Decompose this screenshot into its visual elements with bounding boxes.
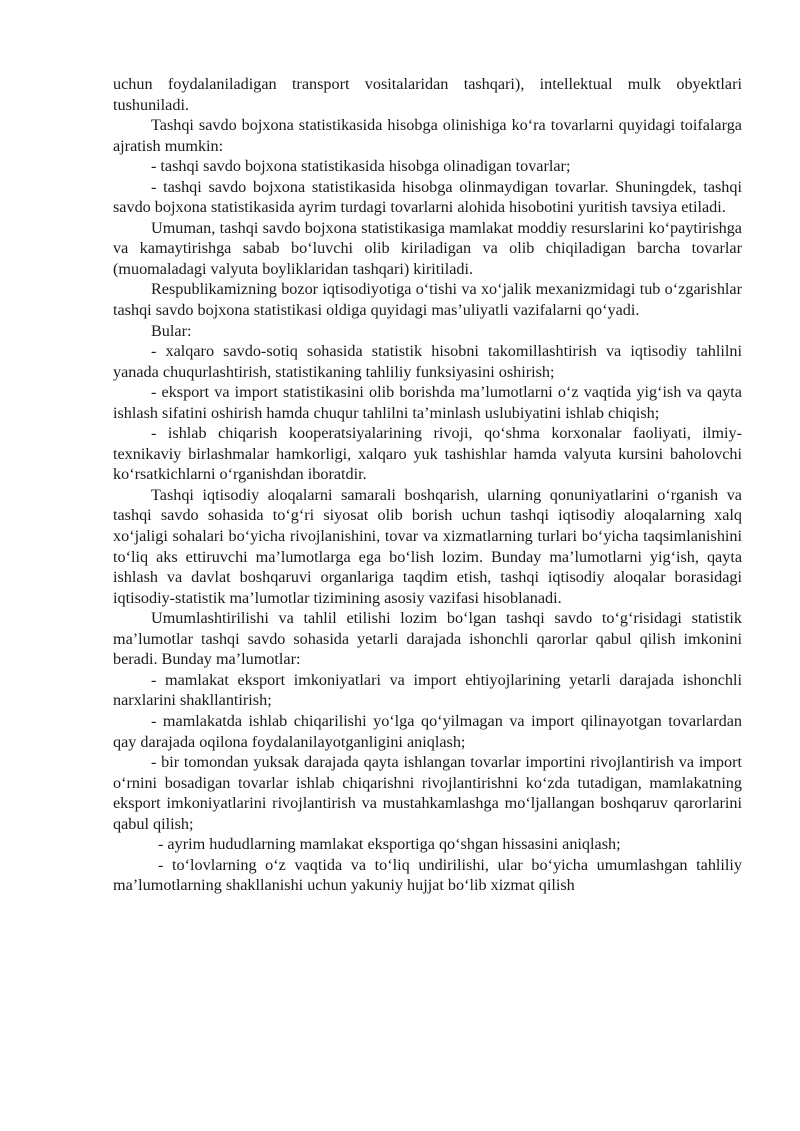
list-item: - tashqi savdo bojxona statistikasida hisobga olinadigan tovarlar; [151,157,571,176]
list-item: - eksport va import statistikasini olib borishda ma’lumotlarni o‘z vaqtida yig‘ish va qayta ishlash sifatini oshirish hamda chuqur tahlilni ta’minlash uslubiyatini ishlab chiqish; [113,383,742,422]
list-item: - to‘lovlarning o‘z vaqtida va to‘liq undirilishi, ular bo‘yicha umumlashgan tahliliy ma’lumotlarning shakllanishi uchun yakuniy hujjat bo‘lib xizmat qilish [113,855,742,895]
paragraph-continuation: uchun foydalaniladigan transport vositalaridan tashqari), intellektual mulk obyektlari tushuniladi. [113,75,742,114]
list-item: - ayrim hududlarning mamlakat eksportiga qo‘shgan hissasini aniqlash; [158,835,621,854]
paragraph: Tashqi savdo bojxona statistikasida hisobga olinishiga ko‘ra tovarlarni quyidagi toifalarga ajratish mumkin: [113,116,742,155]
list-item: - mamlakatda ishlab chiqarilishi yo‘lga qo‘yilmagan va import qilinayotgan tovarlardan qay darajada oqilona foydalanilayotganligini aniqlash; [113,711,742,751]
list-item: - mamlakat eksport imkoniyatlari va import ehtiyojlarining yetarli darajada ishonchli narxlarini shakllantirish; [113,670,742,710]
list-item: - xalqaro savdo-sotiq sohasida statistik hisobni takomillashtirish va iqtisodiy tahlilni yanada chuqurlashtirish, statistikaning tahliliy funksiyasini oshirish; [113,342,742,381]
list-item: - tashqi savdo bojxona statistikasida hisobga olinmaydigan tovarlar. Shuningdek, tashqi savdo bojxona statistikasida ayrim turdagi tovarlarni alohida hisobotini yuritish tavsiya etiladi. [113,177,742,217]
paragraph: Umuman, tashqi savdo bojxona statistikasiga mamlakat moddiy resurslarini ko‘paytirishga va kamaytirishga sabab bo‘luvchi olib kiriladigan va olib chiqiladigan barcha tovarlar (muomaladagi valyuta boyliklaridan tashqari) kiritiladi. [113,218,742,278]
list-item: - ishlab chiqarish kooperatsiyalarining rivoji, qo‘shma korxonalar faoliyati, ilmiy-texnikaviy birlashmalar hamkorligi, xalqaro yuk tashishlar hamda valyuta kursini baholovchi ko‘rsatkichlarni o‘rganishdan iboratdir. [113,424,742,484]
list-item: - bir tomondan yuksak darajada qayta ishlangan tovarlar importini rivojlantirish va import o‘rnini bosadigan tovarlar ishlab chiqarishni rivojlantirishni ko‘zda tutadigan, mamlakatning eksport imkoniyatlarini rivojlantirish va mustahkamlashga mo‘ljallangan boshqaruv qarorlarini qabul qilish; [113,753,742,833]
paragraph: Respublikamizning bozor iqtisodiyotiga o‘tishi va xo‘jalik mexanizmidagi tub o‘zgarishlar tashqi savdo bojxona statistikasi oldiga quyidagi mas’uliyatli vazifalarni qo‘yadi. [113,280,742,320]
paragraph: Umumlashtirilishi va tahlil etilishi lozim bo‘lgan tashqi savdo to‘g‘risidagi statistik ma’lumotlar tashqi savdo sohasida yetarli darajada ishonchli qarorlar qabul qilish imkonini beradi. Bunday ma’lumotlar: [113,609,742,669]
document-page [113,74,742,896]
paragraph: Bular: [151,321,192,340]
paragraph: Tashqi iqtisodiy aloqalarni samarali boshqarish, ularning qonuniyatlarini o‘rganish va tashqi savdo sohasida to‘g‘ri siyosat olib borish uchun tashqi iqtisodiy aloqalarning xalq xo‘jaligi sohalari bo‘yicha rivojlanishini, tovar va xizmatlarning turlari bo‘yicha taqsimlanishini to‘liq aks ettiruvchi ma’lumotlarga ega bo‘lish lozim. Bunday ma’lumotlarni yig‘ish, qayta ishlash va davlat boshqaruvi organlariga taqdim etish, tashqi iqtisodiy aloqalar borasidagi iqtisodiy-statistik ma’lumotlar tizimining asosiy vazifasi hisoblanadi. [113,485,742,607]
